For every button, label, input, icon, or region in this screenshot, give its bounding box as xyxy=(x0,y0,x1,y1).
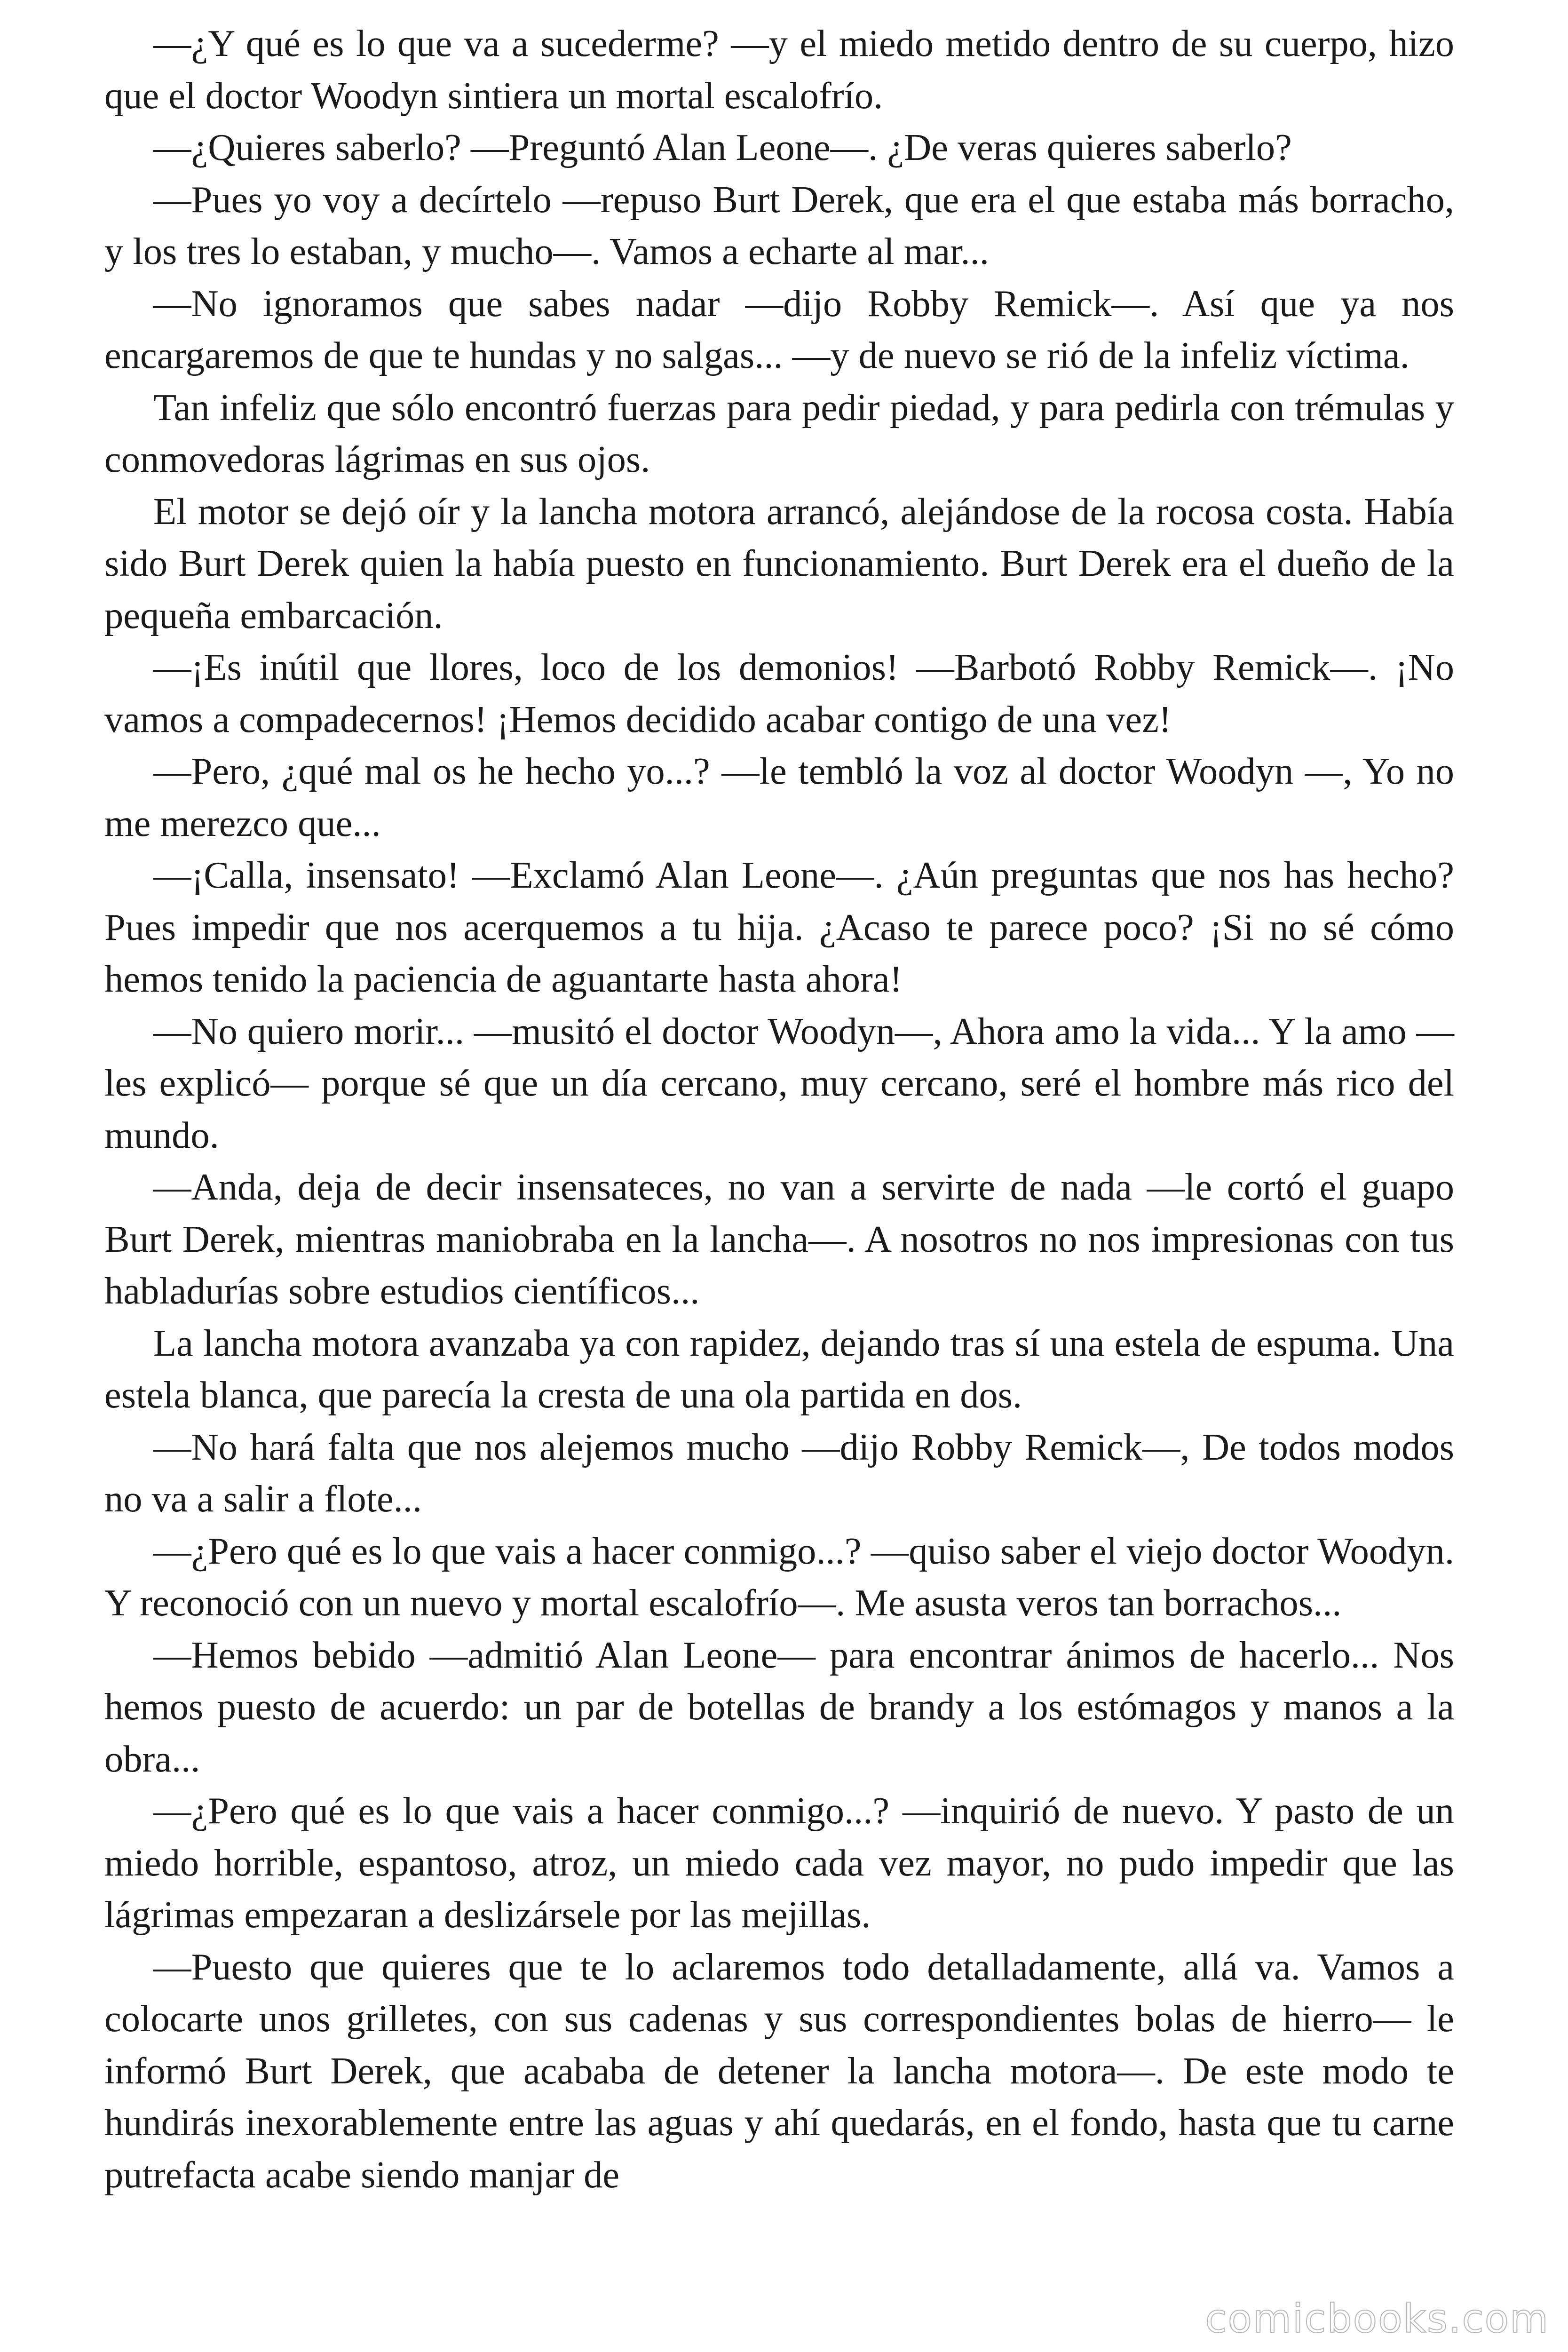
paragraph: —Puesto que quieres que te lo aclaremos todo detalladamente, allá va. Vamos a colocarte unos grilletes, con sus cadenas y sus correspondientes bolas de hierro— le informó Burt Derek, que acababa de detener la lancha motora—. De este modo te hundirás inexorablemente entre las aguas y ahí quedarás, en el fondo, hasta que tu carne putrefacta acabe siendo manjar de xyxy=(104,1946,1454,2196)
paragraph: —Pero, ¿qué mal os he hecho yo...? —le tembló la voz al doctor Woodyn —, Yo no me merezco que... xyxy=(104,750,1454,844)
paragraph: —¿Pero qué es lo que vais a hacer conmigo...? —inquirió de nuevo. Y pasto de un miedo horrible, espantoso, atroz, un miedo cada vez mayor, no pudo impedir que las lágrimas empezaran a deslizársele por las mejillas. xyxy=(104,1790,1454,1936)
paragraph: —¡Es inútil que llores, loco de los demonios! —Barbotó Robby Remick—. ¡No vamos a compadecernos! ¡Hemos decidido acabar contigo de una vez! xyxy=(104,646,1454,740)
paragraph: —¡Calla, insensato! —Exclamó Alan Leone—. ¿Aún preguntas que nos has hecho? Pues impedir que nos acerquemos a tu hija. ¿Acaso te parece poco? ¡Si no sé cómo hemos tenido la paciencia de aguantarte hasta ahora! xyxy=(104,854,1454,1000)
paragraph: —¿Y qué es lo que va a sucederme? —y el miedo metido dentro de su cuerpo, hizo que el doctor Woodyn sintiera un mortal escalofrío. xyxy=(104,23,1454,117)
paragraph: —No quiero morir... —musitó el doctor Woodyn—, Ahora amo la vida... Y la amo —les explicó— porque sé que un día cercano, muy cercano, seré el hombre más rico del mundo. xyxy=(104,1010,1454,1156)
paragraph: —¿Quieres saberlo? —Preguntó Alan Leone—. ¿De veras quieres saberlo? xyxy=(153,127,1292,168)
paragraph: —¿Pero qué es lo que vais a hacer conmigo...? —quiso saber el viejo doctor Woodyn. Y reconoció con un nuevo y mortal escalofrío—. Me asusta veros tan borrachos... xyxy=(104,1530,1454,1624)
paragraph: La lancha motora avanzaba ya con rapidez, dejando tras sí una estela de espuma. Una estela blanca, que parecía la cresta de una ola partida en dos. xyxy=(104,1322,1454,1416)
site-watermark: comicbooks.com xyxy=(1205,2296,1549,2342)
paragraph: El motor se dejó oír y la lancha motora arrancó, alejándose de la rocosa costa. Había sido Burt Derek quien la había puesto en funcionamiento. Burt Derek era el dueño de la pequeña embarcación. xyxy=(104,490,1454,636)
paragraph: —Anda, deja de decir insensateces, no van a servirte de nada —le cortó el guapo Burt Derek, mientras maniobraba en la lancha—. A nosotros no nos impresionas con tus habladurías sobre estudios científicos... xyxy=(104,1166,1454,1312)
page-body xyxy=(104,18,1454,2201)
paragraph: —Pues yo voy a decírtelo —repuso Burt Derek, que era el que estaba más borracho, y los tres lo estaban, y mucho—. Vamos a echarte al mar... xyxy=(104,178,1454,272)
paragraph: —Hemos bebido —admitió Alan Leone— para encontrar ánimos de hacerlo... Nos hemos puesto de acuerdo: un par de botellas de brandy a los estómagos y manos a la obra... xyxy=(104,1634,1454,1780)
paragraph: —No ignoramos que sabes nadar —dijo Robby Remick—. Así que ya nos encargaremos de que te hundas y no salgas... —y de nuevo se rió de la infeliz víctima. xyxy=(104,282,1454,376)
paragraph: Tan infeliz que sólo encontró fuerzas para pedir piedad, y para pedirla con trémulas y conmovedoras lágrimas en sus ojos. xyxy=(104,386,1454,480)
paragraph: —No hará falta que nos alejemos mucho —dijo Robby Remick—, De todos modos no va a salir a flote... xyxy=(104,1426,1454,1520)
